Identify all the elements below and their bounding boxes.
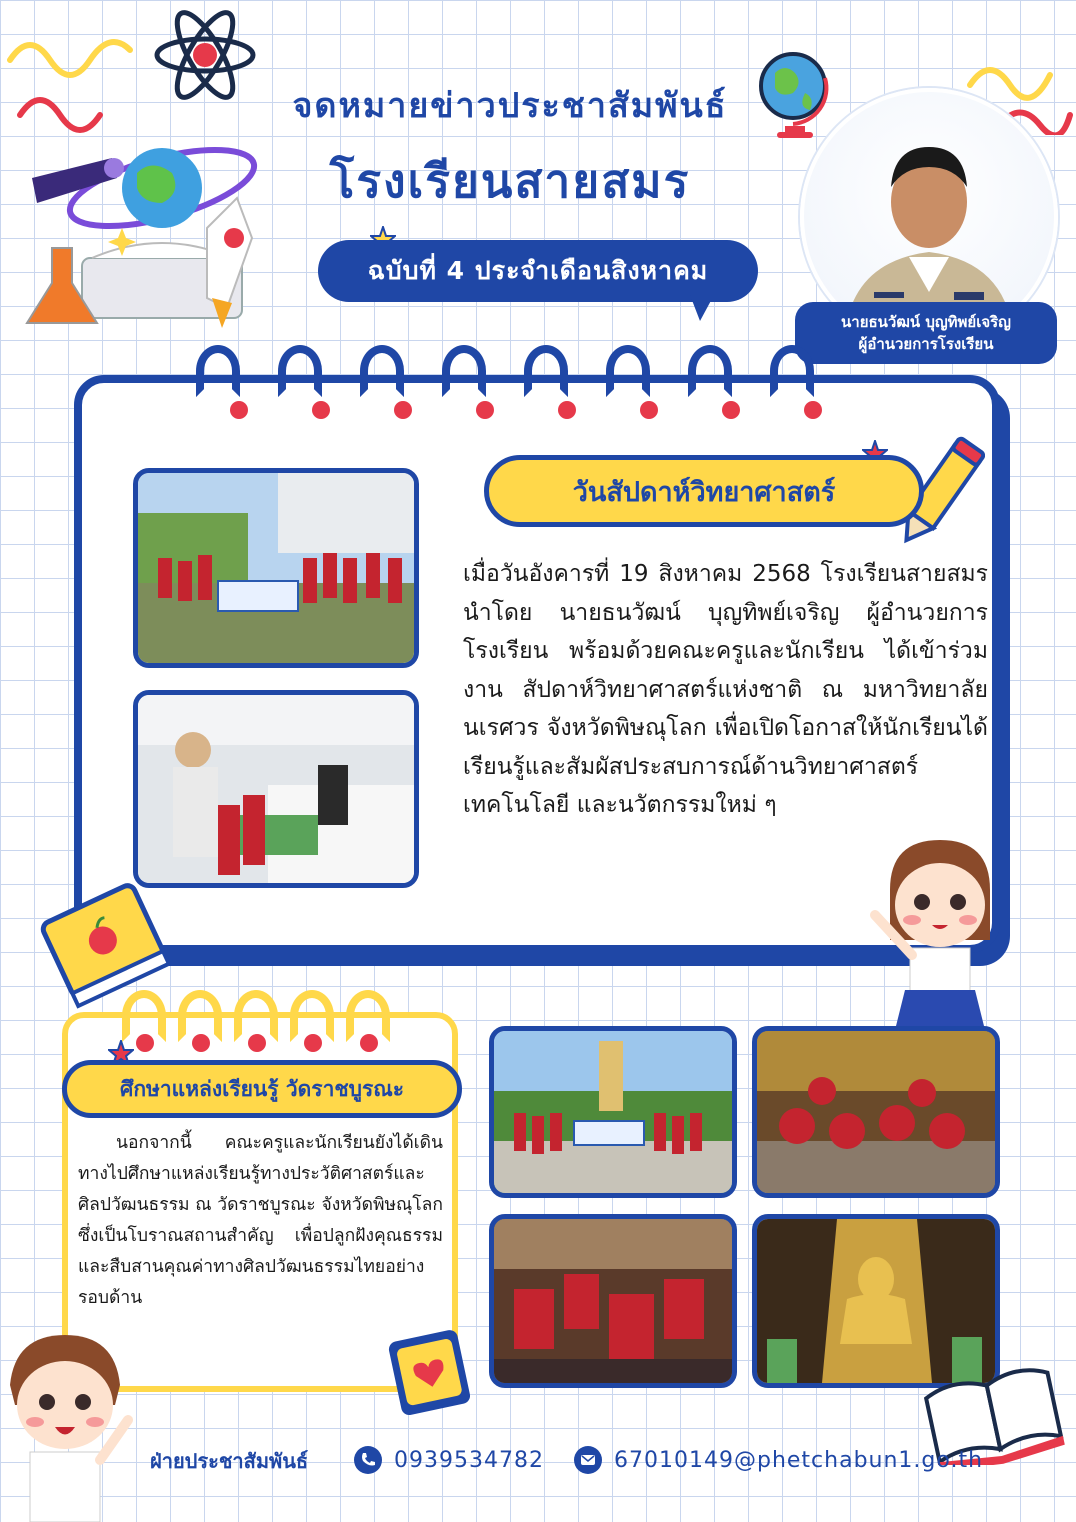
spiral-ring	[196, 345, 240, 397]
issue-pill-tail	[690, 295, 714, 321]
spiral-hole	[558, 401, 576, 419]
boy-character	[0, 1330, 140, 1522]
spiral-ring	[278, 345, 322, 397]
phone-glyph	[359, 1451, 377, 1469]
spiral-hole	[312, 401, 330, 419]
newsletter-label: จดหมายข่าวประชาสัมพันธ์	[292, 86, 728, 126]
photo-group-image	[138, 473, 414, 663]
spiral-hole	[136, 1034, 154, 1052]
spiral-hole	[230, 401, 248, 419]
photo-activity-image	[138, 695, 414, 883]
phone-icon	[354, 1446, 382, 1474]
email-icon	[574, 1446, 602, 1474]
photo-science-activity	[133, 690, 419, 888]
footer-department: ฝ่ายประชาสัมพันธ์	[150, 1449, 309, 1473]
photo-wat-interior-students	[752, 1026, 1000, 1198]
spiral-ring	[770, 345, 814, 397]
photo-wat-seated-image	[494, 1219, 732, 1383]
spiral-hole	[304, 1034, 322, 1052]
section-title-science-week: วันสัปดาห์วิทยาศาสตร์	[484, 455, 924, 527]
section-body-wat-ratchaburana: นอกจากนี้ คณะครูและนักเรียนยังได้เดินทางไปศึกษาแหล่งเรียนรู้ทางประวัติศาสตร์และศิลปวัฒนธรรม ณ วัดราชบูรณะ จังหวัดพิษณุโลก ซึ่งเป็นโบราณสถานสำคัญ เพื่อปลูกฝังคุณธรรมและสืบสานคุณค่าทางศิลปวัฒนธรรมไทยอย่างรอบด้าน	[78, 1133, 443, 1308]
spiral-hole	[248, 1034, 266, 1052]
director-title: ผู้อำนวยการโรงเรียน	[858, 335, 994, 353]
footer-email[interactable]: 67010149@phetchabun1.go.th	[614, 1448, 984, 1473]
school-name: โรงเรียนสายสมร	[329, 154, 691, 208]
lower-spiral-binding	[122, 990, 382, 1050]
spiral-hole	[640, 401, 658, 419]
footer-phone[interactable]: 0939534782	[394, 1448, 544, 1473]
girl-character	[860, 830, 1010, 1040]
photo-wat-interior-image	[757, 1031, 995, 1193]
science-illustration	[22, 118, 272, 348]
director-name: นายธนวัฒน์ บุญทิพย์เจริญ	[841, 313, 1011, 331]
spiral-ring	[606, 345, 650, 397]
spiral-hole	[722, 401, 740, 419]
email-glyph	[579, 1451, 597, 1469]
spiral-hole	[394, 401, 412, 419]
book-heart-icon	[380, 1325, 480, 1425]
section-body-science-week: เมื่อวันอังคารที่ 19 สิงหาคม 2568 โรงเรียนสายสมร นำโดย นายธนวัฒน์ บุญทิพย์เจริญ ผู้อำนวยการโรงเรียน พร้อมด้วยคณะครูและนักเรียน ได้เข้าร่วมงาน สัปดาห์วิทยาศาสตร์แห่งชาติ ณ มหาวิทยาลัยนเรศวร จังหวัดพิษณุโลก เพื่อเปิดโอกาสให้นักเรียนได้เรียนรู้และสัมผัสประสบการณ์ด้านวิทยาศาสตร์ เทคโนโลยี และนวัตกรรมใหม่ ๆ	[463, 561, 988, 818]
section-title-wat-ratchaburana: ศึกษาแหล่งเรียนรู้ วัดราชบูรณะ	[62, 1060, 462, 1118]
photo-wat-group-image	[494, 1031, 732, 1193]
spiral-ring	[442, 345, 486, 397]
spiral-binding	[196, 345, 846, 435]
spiral-hole	[476, 401, 494, 419]
spiral-hole	[360, 1034, 378, 1052]
spiral-hole	[192, 1034, 210, 1052]
spiral-ring	[360, 345, 404, 397]
spiral-hole	[804, 401, 822, 419]
photo-wat-group	[489, 1026, 737, 1198]
photo-science-week-group	[133, 468, 419, 668]
spiral-ring	[524, 345, 568, 397]
spiral-ring	[688, 345, 732, 397]
issue-label: ฉบับที่ 4 ประจำเดือนสิงหาคม	[318, 240, 758, 302]
photo-wat-students-seated	[489, 1214, 737, 1388]
